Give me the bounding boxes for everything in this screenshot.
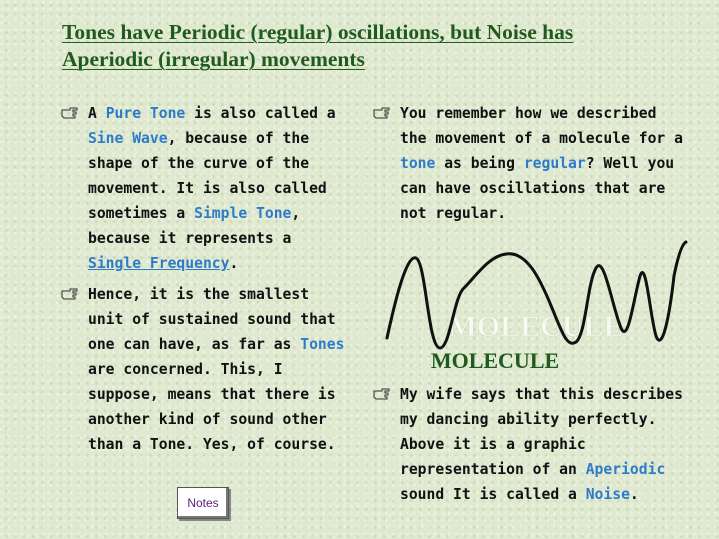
link-aperiodic[interactable]: Aperiodic: [585, 461, 666, 478]
title-line-1: Tones have Periodic (regular) oscillations, but Noise has: [62, 20, 574, 44]
link-regular[interactable]: regular: [523, 155, 586, 172]
bullet-dancing-ability: My wife says that this describes my dancing ability perfectly. Above it is a graphic representation of an Aperiodic sound It is called a Noise.: [400, 382, 690, 507]
bullet-pure-tone: A Pure Tone is also called a Sine Wave, because of the shape of the curve of the movement. It is also called sometimes a Simple Tone, because it represents a Single Frequency.: [88, 101, 350, 276]
link-tones[interactable]: Tones: [300, 336, 345, 353]
pointing-hand-icon: [373, 104, 391, 120]
link-tone[interactable]: tone: [400, 155, 436, 172]
bullet-regular-movement: You remember how we described the movement of a molecule for a tone as being regular? Well you can have oscillations that are not regular.: [400, 101, 690, 226]
slide-title: [62, 19, 682, 73]
notes-button[interactable]: Notes: [177, 487, 229, 519]
pointing-hand-icon: [373, 385, 391, 401]
bullet-smallest-unit: Hence, it is the smallest unit of sustained sound that one can have, as far as Tones are concerned. This, I suppose, means that there is another kind of sound other than a Tone. Yes, of course.: [88, 282, 350, 457]
molecule-label: MOLECULE: [430, 348, 560, 373]
link-pure-tone[interactable]: Pure Tone: [105, 105, 186, 122]
link-sine-wave[interactable]: Sine Wave: [88, 130, 168, 147]
link-single-frequency[interactable]: Single Frequency: [88, 255, 230, 272]
pointing-hand-icon: [61, 285, 79, 301]
aperiodic-wave-graphic: [384, 236, 689, 374]
pointing-hand-icon: [61, 104, 79, 120]
link-noise[interactable]: Noise: [585, 486, 630, 503]
link-simple-tone[interactable]: Simple Tone: [194, 205, 292, 222]
molecule-watermark: MOLECULE: [448, 310, 624, 343]
title-line-2: Aperiodic (irregular) movements: [62, 47, 365, 71]
